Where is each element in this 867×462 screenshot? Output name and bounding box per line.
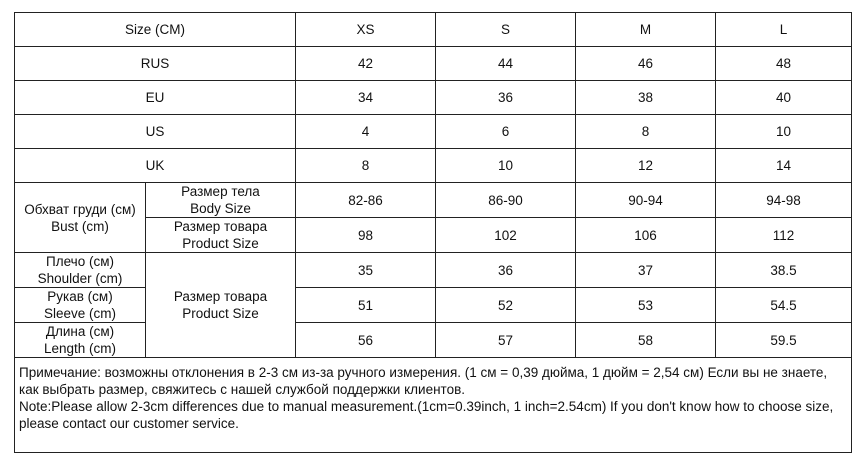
table-cell: 51	[296, 288, 436, 323]
size-header-m: M	[576, 13, 716, 47]
table-cell: 44	[436, 47, 576, 81]
table-cell: 37	[576, 253, 716, 288]
table-cell: 58	[576, 323, 716, 358]
table-cell: 8	[296, 149, 436, 183]
product-size-label-ru: Размер товара	[173, 219, 268, 234]
table-cell: 90-94	[576, 183, 716, 218]
product-size-group-label	[146, 253, 296, 358]
shoulder-label-en: Shoulder (cm)	[37, 271, 123, 286]
table-cell: 94-98	[716, 183, 852, 218]
table-row-bust-body	[15, 183, 852, 218]
shoulder-label	[15, 253, 146, 288]
note-row	[15, 358, 852, 453]
note-cell	[15, 358, 852, 453]
shoulder-label-ru: Плечо (см)	[46, 254, 114, 269]
table-row-eu	[15, 81, 852, 115]
table-cell: 98	[296, 218, 436, 253]
note-text-en: Note:Please allow 2-3cm differences due to manual measurement.(1cm=0.39inch, 1 inch=2.54cm) If you don't know how to choose size, please contact our customer service.	[19, 399, 834, 431]
row-label: UK	[15, 149, 296, 183]
size-header-l: L	[716, 13, 852, 47]
table-cell: 112	[716, 218, 852, 253]
table-cell: 40	[716, 81, 852, 115]
table-cell: 56	[296, 323, 436, 358]
body-size-label-ru: Размер тела	[181, 184, 260, 199]
bust-label	[15, 183, 146, 253]
body-size-label	[146, 183, 296, 218]
table-cell: 52	[436, 288, 576, 323]
table-cell: 57	[436, 323, 576, 358]
table-row-shoulder	[15, 253, 852, 288]
table-cell: 34	[296, 81, 436, 115]
table-row-sleeve	[15, 288, 852, 323]
table-cell: 82-86	[296, 183, 436, 218]
sleeve-label-en: Sleeve (cm)	[43, 306, 116, 321]
body-size-label-en: Body Size	[190, 201, 251, 216]
size-table	[14, 12, 852, 453]
table-cell: 86-90	[436, 183, 576, 218]
row-label: EU	[15, 81, 296, 115]
note-text-ru: Примечание: возможны отклонения в 2-3 см из-за ручного измерения. (1 см = 0,39 дюйма, 1 дюйм = 2,54 см) Если вы не знаете, как выбрать размер, свяжитесь с нашей службой поддержки клиентов.	[19, 365, 828, 397]
size-header-s: S	[436, 13, 576, 47]
table-row-uk	[15, 149, 852, 183]
table-cell: 106	[576, 218, 716, 253]
length-label-en: Length (cm)	[43, 341, 117, 356]
row-label: US	[15, 115, 296, 149]
sleeve-label	[15, 288, 146, 323]
table-cell: 38	[576, 81, 716, 115]
bust-label-en: Bust (cm)	[51, 218, 109, 234]
bust-label-ru: Обхват груди (см)	[24, 201, 136, 217]
table-row-rus	[15, 47, 852, 81]
table-cell: 102	[436, 218, 576, 253]
table-cell: 6	[436, 115, 576, 149]
length-label-ru: Длина (см)	[45, 324, 115, 339]
table-cell: 38.5	[716, 253, 852, 288]
size-chart	[14, 12, 852, 453]
table-cell: 35	[296, 253, 436, 288]
table-cell: 53	[576, 288, 716, 323]
table-cell: 59.5	[716, 323, 852, 358]
table-cell: 4	[296, 115, 436, 149]
product-size-label-en: Product Size	[182, 236, 259, 251]
size-header-xs: XS	[296, 13, 436, 47]
table-cell: 54.5	[716, 288, 852, 323]
table-cell: 8	[576, 115, 716, 149]
row-label: RUS	[15, 47, 296, 81]
product-size-group-label-en: Product Size	[182, 306, 259, 321]
table-cell: 36	[436, 253, 576, 288]
product-size-label	[146, 218, 296, 253]
table-cell: 42	[296, 47, 436, 81]
length-label	[15, 323, 146, 358]
table-cell: 10	[436, 149, 576, 183]
table-cell: 10	[716, 115, 852, 149]
sleeve-label-ru: Рукав (см)	[47, 289, 113, 304]
table-cell: 46	[576, 47, 716, 81]
table-cell: 48	[716, 47, 852, 81]
table-row-length	[15, 323, 852, 358]
product-size-group-label-ru: Размер товара	[173, 289, 268, 304]
header-row	[15, 13, 852, 47]
table-cell: 12	[576, 149, 716, 183]
table-cell: 14	[716, 149, 852, 183]
table-cell: 36	[436, 81, 576, 115]
header-label: Size (CM)	[15, 13, 296, 47]
table-row-us	[15, 115, 852, 149]
